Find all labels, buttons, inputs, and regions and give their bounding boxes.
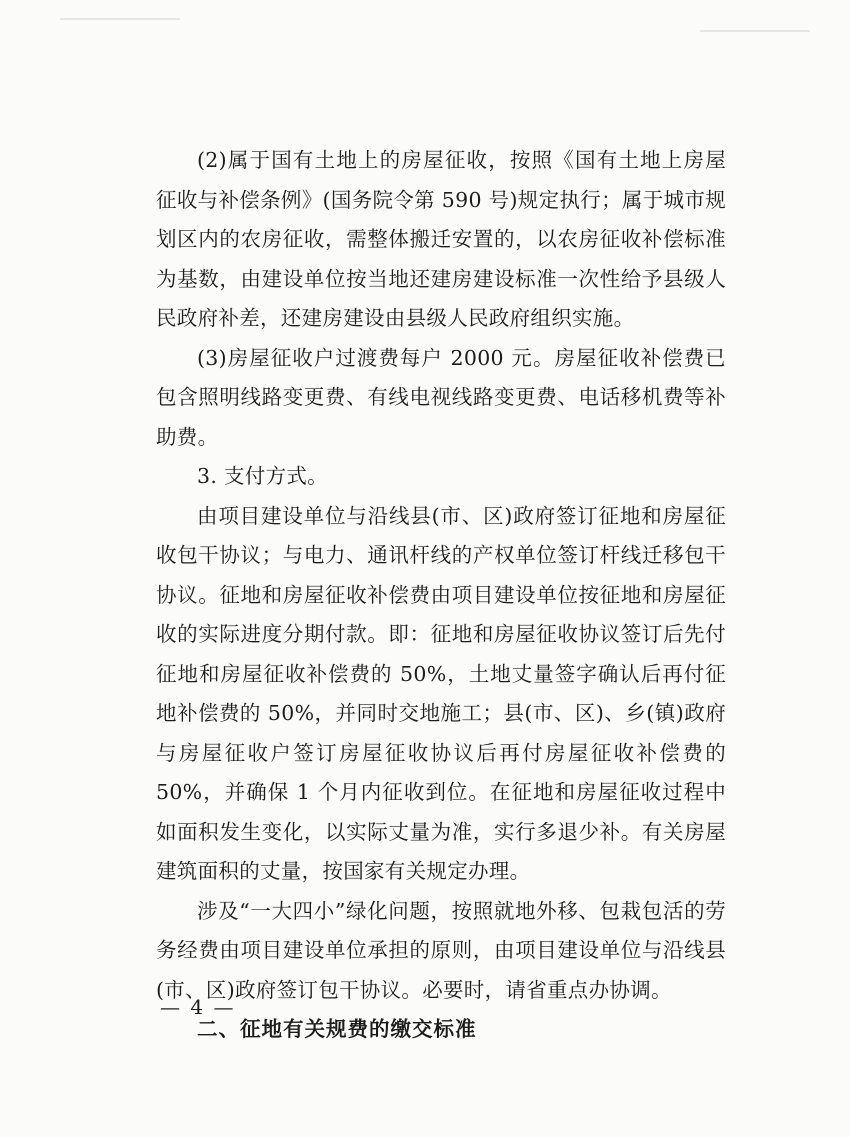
- paragraph-greening: 涉及“一大四小”绿化问题，按照就地外移、包栽包活的劳务经费由项目建设单位承担的原则，由项目建设单位与沿线县(市、区)政府签订包干协议。必要时，请省重点办协调。: [156, 898, 726, 1002]
- paragraph-housing-expropriation: (2)属于国有土地上的房屋征收，按照《国有土地上房屋征收与补偿条例》(国务院令第 590 号)规定执行；属于城市规划区内的农房征收，需整体搬迁安置的，以农房征收补偿标准为基数，由建设单位按当地还建房建设标准一次性给予县级人民政府补差，还建房建设由县级人民政府组织实施。: [156, 148, 726, 330]
- paragraph-transition-fee: (3)房屋征收户过渡费每户 2000 元。房屋征收补偿费已包含照明线路变更费、有线电视线路变更费、电话移机费等补助费。: [156, 345, 726, 449]
- scan-edge-mark: [60, 18, 180, 20]
- scan-edge-mark: [700, 30, 810, 32]
- paragraph-payment-method: 由项目建设单位与沿线县(市、区)政府签订征地和房屋征收包干协议；与电力、通讯杆线的产权单位签订杆线迁移包干协议。征地和房屋征收补偿费由项目建设单位按征地和房屋征收的实际进度分期付款。即：征地和房屋征收协议签订后先付征地和房屋征收补偿费的 50%，土地丈量签字确认后再付征地补偿费的 50%，并同时交地施工；县(市、区)、乡(镇)政府与房屋征收户签订房屋征收协议后再付房屋征收补偿费的 50%，并确保 1 个月内征收到位。在征地和房屋征收过程中如面积发生变化，以实际丈量为准，实行多退少补。有关房屋建筑面积的丈量，按国家有关规定办理。: [156, 503, 726, 883]
- document-body: [156, 141, 726, 1050]
- page-number: — 4 —: [160, 995, 236, 1019]
- paragraph-payment-method-title: 3. 支付方式。: [197, 464, 328, 488]
- section-heading: 二、征地有关规费的缴交标准: [197, 1017, 477, 1041]
